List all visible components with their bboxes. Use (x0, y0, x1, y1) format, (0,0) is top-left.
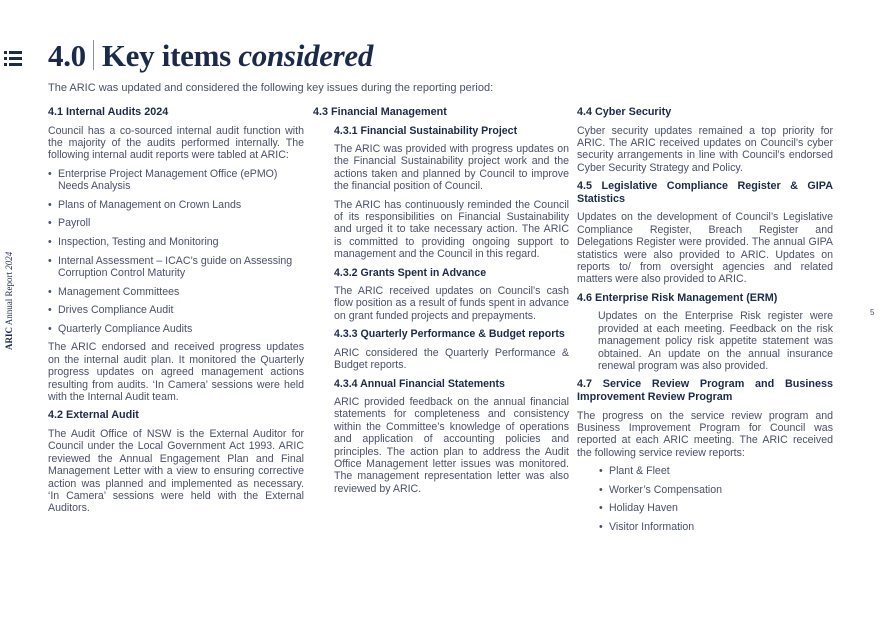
heading-service-review: 4.7 Service Review Program and Business Improvement Review Program (577, 378, 833, 404)
heading-quarterly-performance: 4.3.3 Quarterly Performance & Budget reports (334, 328, 565, 341)
financial-sustainability-paragraph-2: The ARIC has continuously reminded the Council of its responsibilities on Financial Sustainability and urged it to take necessary action. The ARIC is committed to providing ongoing support to management and the Council in this regard. (334, 198, 569, 261)
legislative-compliance-paragraph: Updates on the development of Council’s Legislative Compliance Register, Breach Register and Delegations Register were provided. The annual GIPA statistics were also provided to ARIC. Updates on reports to/ from oversight agencies and related matters were also provided to ARIC. (577, 211, 833, 286)
list-item: • Plant & Fleet (599, 465, 833, 477)
heading-legislative-compliance: 4.5 Legislative Compliance Register & GIPA Statistics (577, 180, 833, 205)
list-item: • Holiday Haven (599, 502, 833, 514)
external-audit-paragraph: The Audit Office of NSW is the External Auditor for Council under the Local Government Act 1993. ARIC reviewed the Annual Engagement Plan and Final Management Letter with a view to ensuring corrective action was planned and implemented as necessary. ‘In Camera’ sessions were held with the External Auditors. (48, 428, 304, 515)
grants-spent-paragraph: The ARIC received updates on Council’s cash flow position as a result of funds spent in advance on grant funded projects and prepayments. (334, 285, 569, 322)
heading-financial-sustainability: 4.3.1 Financial Sustainability Project (334, 124, 518, 137)
column-2 (313, 106, 569, 501)
heading-external-audit: 4.2 External Audit (48, 409, 139, 422)
heading-grants-spent: 4.3.2 Grants Spent in Advance (334, 266, 487, 279)
service-review-reports-list (599, 465, 833, 533)
column-3 (577, 106, 833, 540)
side-label-year: 2024 (4, 251, 14, 270)
heading-cyber-security: 4.4 Cyber Security (577, 106, 672, 118)
list-item: • Payroll (48, 217, 304, 229)
internal-audits-paragraph-2: The ARIC endorsed and received progress updates on the internal audit plan. It monitored the Quarterly progress updates on agreed management actions resulting from audits. ‘In Camera’ sessions were held with the Internal Audit team. (48, 341, 304, 403)
column-1 (48, 106, 304, 521)
report-side-label (4, 252, 14, 350)
title-emphasis: considered (238, 38, 374, 73)
list-item: • Management Committees (48, 286, 304, 298)
section-number: 4.0 (48, 38, 86, 73)
side-label-text: Annual Report (4, 271, 14, 326)
heading-annual-financial-statements: 4.3.4 Annual Financial Statements (334, 377, 505, 390)
heading-internal-audits: 4.1 Internal Audits 2024 (48, 106, 169, 118)
page-number: 5 (870, 308, 875, 317)
title-divider (93, 40, 94, 70)
list-item: • Inspection, Testing and Monitoring (48, 236, 304, 248)
list-item: • Visitor Information (599, 521, 833, 533)
side-label-org: ARIC (4, 326, 14, 350)
list-item: • Plans of Management on Crown Lands (48, 199, 304, 211)
table-of-contents-menu-icon[interactable] (4, 50, 22, 66)
list-item: • Quarterly Compliance Audits (48, 323, 304, 335)
list-item: • Internal Assessment – ICAC’s guide on Assessing Corruption Control Maturity (48, 255, 304, 280)
title-main: Key items (101, 38, 231, 73)
list-item: • Enterprise Project Management Office (ePMO) Needs Analysis (48, 168, 304, 193)
financial-sustainability-paragraph-1: The ARIC was provided with progress updates on the Financial Sustainability project work and the actions taken and planned by Council to improve the financial position of Council. (334, 143, 569, 193)
service-review-paragraph: The progress on the service review program and Business Improvement Program for Council was reported at each ARIC meeting. The ARIC received the following service review reports: (577, 409, 833, 459)
list-item: • Drives Compliance Audit (48, 304, 304, 316)
internal-audits-paragraph-1: Council has a co-sourced internal audit function with the majority of the audits performed internally. The following internal audit reports were tabled at ARIC: (48, 124, 304, 162)
cyber-security-paragraph: Cyber security updates remained a top priority for ARIC. The ARIC received updates on Council’s cyber security arrangements in line with Council’s endorsed Cyber Security Strategy and Policy. (577, 124, 833, 174)
heading-financial-management: 4.3 Financial Management (313, 106, 447, 118)
page-title (48, 38, 373, 74)
annual-financial-statements-paragraph: ARIC provided feedback on the annual financial statements for completeness and consistency within the Committee’s knowledge of operations and application of accounting policies and principles. The action plan to address the Audit Office Management letter issues was monitored. The management representation letter was also reviewed by ARIC. (334, 395, 569, 495)
enterprise-risk-paragraph: Updates on the Enterprise Risk register were provided at each meeting. Feedback on the risk management policy risk appetite statement was obtained. An update on the annual insurance renewal program was also provided. (598, 310, 833, 373)
heading-enterprise-risk: 4.6 Enterprise Risk Management (ERM) (577, 291, 778, 304)
quarterly-performance-paragraph: ARIC considered the Quarterly Performance & Budget reports. (334, 346, 569, 372)
internal-audit-reports-list (48, 168, 304, 335)
list-item: • Worker’s Compensation (599, 484, 833, 496)
intro-text: The ARIC was updated and considered the following key issues during the reporting period: (48, 82, 494, 94)
